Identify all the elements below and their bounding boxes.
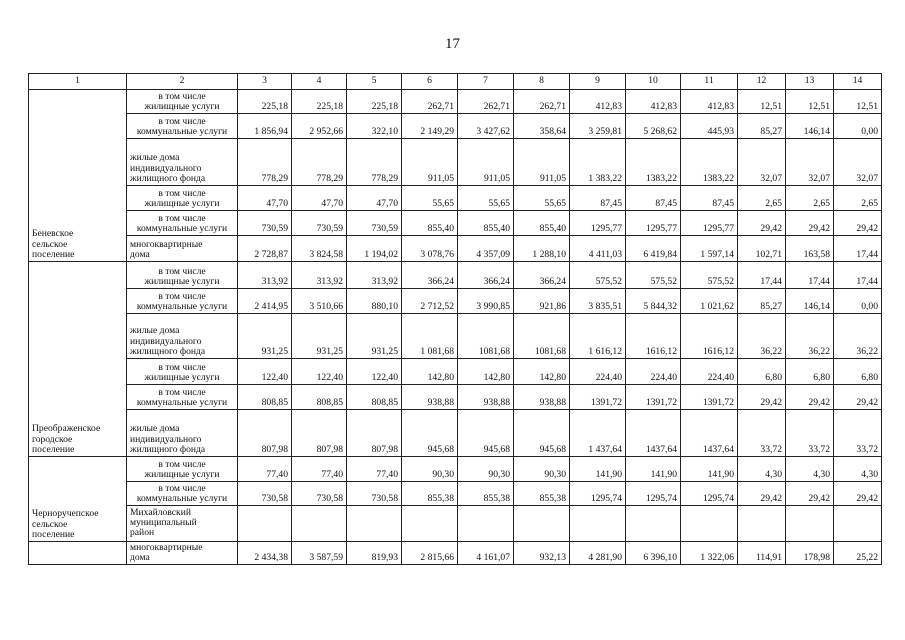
settlement-name-line: Михайловский [130,506,191,518]
value-cell: 4,30 [738,457,786,482]
value-cell: 12,51 [786,90,834,114]
value-cell: 366,24 [458,262,514,289]
value-cell: 807,98 [347,410,402,457]
value-cell: 29,42 [786,385,834,410]
value-cell: 855,38 [402,482,458,506]
value-cell: 412,83 [570,90,626,114]
value-cell: 730,59 [292,211,347,236]
value-cell: 90,30 [514,457,570,482]
value-cell: 855,40 [402,211,458,236]
value-cell: 47,70 [238,186,292,211]
category-cell [127,114,238,139]
value-cell: 2 815,66 [402,542,458,565]
category-line: дома [130,551,150,563]
value-cell: 575,52 [626,262,681,289]
value-cell: 87,45 [570,186,626,211]
category-line: в том числе [158,361,206,373]
value-cell: 87,45 [626,186,681,211]
page-number: 17 [445,36,460,52]
value-cell: 6 419,84 [626,236,681,262]
value-cell: 938,88 [458,385,514,410]
value-cell: 1081,68 [458,314,514,359]
category-line: жилищного фонда [130,172,206,184]
value-cell: 3 824,58 [292,236,347,262]
category-line: дома [130,248,150,260]
value-cell: 47,70 [347,186,402,211]
value-cell: 77,40 [292,457,347,482]
category-cell [127,262,238,289]
value-cell: 29,42 [786,482,834,506]
value-cell: 29,42 [834,385,882,410]
value-cell: 4 411,03 [570,236,626,262]
value-cell: 1 194,02 [347,236,402,262]
value-cell: 931,25 [238,314,292,359]
value-cell: 114,91 [738,542,786,565]
table-row [29,114,882,139]
value-cell: 855,40 [514,211,570,236]
value-cell [292,506,347,542]
value-cell: 1391,72 [681,385,738,410]
category-line: жилые дома [130,423,180,435]
category-line: жилищные услуги [144,275,220,287]
value-cell: 87,45 [681,186,738,211]
column-header-8: 8 [514,74,570,90]
category-line: коммунальные услуги [136,396,228,408]
value-cell [681,506,738,542]
table-row [29,139,882,186]
value-cell: 141,90 [681,457,738,482]
category-cell [127,359,238,385]
value-cell: 921,86 [514,289,570,314]
settlement-name-line: сельское [32,238,68,250]
value-cell: 2 712,52 [402,289,458,314]
category-line: в том числе [158,386,206,398]
value-cell: 33,72 [738,410,786,457]
value-cell: 55,65 [402,186,458,211]
value-cell: 25,22 [834,542,882,565]
value-cell: 1391,72 [626,385,681,410]
settlement-name [29,90,127,262]
table-row [29,482,882,506]
column-header-2: 2 [127,74,238,90]
value-cell: 122,40 [238,359,292,385]
value-cell: 224,40 [570,359,626,385]
category-line: жилищные услуги [144,197,220,209]
header-row [29,74,882,90]
column-header-13: 13 [786,74,834,90]
value-cell: 1 383,22 [570,139,626,186]
value-cell: 358,64 [514,114,570,139]
value-cell: 5 844,32 [626,289,681,314]
table-row [29,359,882,385]
value-cell: 1616,12 [681,314,738,359]
category-line: жилищного фонда [130,443,206,455]
settlement-name-line: Преображенское [32,423,101,435]
value-cell: 778,29 [347,139,402,186]
value-cell: 122,40 [347,359,402,385]
category-line: жилищные услуги [144,100,220,112]
value-cell: 1295,74 [626,482,681,506]
settlement-name-line: поселение [32,528,75,540]
value-cell: 33,72 [786,410,834,457]
value-cell: 3 259,81 [570,114,626,139]
category-line: в том числе [158,212,206,224]
value-cell: 575,52 [570,262,626,289]
value-cell: 1295,74 [681,482,738,506]
value-cell: 880,10 [347,289,402,314]
table-row [29,410,882,457]
value-cell: 3 587,59 [292,542,347,565]
value-cell: 12,51 [834,90,882,114]
value-cell: 808,85 [238,385,292,410]
value-cell: 17,44 [834,236,882,262]
column-header-3: 3 [238,74,292,90]
value-cell: 77,40 [347,457,402,482]
value-cell: 122,40 [292,359,347,385]
value-cell: 29,42 [738,482,786,506]
value-cell: 146,14 [786,289,834,314]
category-cell [127,410,238,457]
value-cell: 911,05 [458,139,514,186]
value-cell: 366,24 [514,262,570,289]
value-cell: 730,59 [238,211,292,236]
value-cell: 4,30 [834,457,882,482]
category-cell [127,289,238,314]
value-cell: 2,65 [834,186,882,211]
table-row [29,211,882,236]
category-line: многоквартирные [130,541,203,553]
value-cell: 1 856,94 [238,114,292,139]
value-cell: 17,44 [738,262,786,289]
value-cell: 2 149,29 [402,114,458,139]
category-cell [127,90,238,114]
value-cell: 1437,64 [626,410,681,457]
settlement-name-line: городское [32,433,73,445]
value-cell: 778,29 [292,139,347,186]
value-cell: 142,80 [458,359,514,385]
value-cell: 4,30 [786,457,834,482]
value-cell: 85,27 [738,289,786,314]
value-cell: 262,71 [458,90,514,114]
category-line: в том числе [158,458,206,470]
value-cell: 47,70 [292,186,347,211]
value-cell: 1391,72 [570,385,626,410]
category-line: индивидуального [130,335,202,347]
value-cell: 17,44 [834,262,882,289]
value-cell: 412,83 [681,90,738,114]
value-cell: 945,68 [458,410,514,457]
settlement-name [29,262,127,457]
value-cell: 85,27 [738,114,786,139]
value-cell: 5 268,62 [626,114,681,139]
category-line: индивидуального [130,433,202,445]
value-cell: 90,30 [458,457,514,482]
value-cell: 2,65 [786,186,834,211]
settlement-name [29,457,127,542]
table-row [29,542,882,565]
value-cell: 36,22 [738,314,786,359]
value-cell: 142,80 [402,359,458,385]
value-cell [402,506,458,542]
column-header-1: 1 [29,74,127,90]
value-cell: 0,00 [834,289,882,314]
value-cell: 1383,22 [681,139,738,186]
value-cell: 1437,64 [681,410,738,457]
value-cell: 102,71 [738,236,786,262]
category-cell [127,186,238,211]
category-cell [127,482,238,506]
category-line: в том числе [158,90,206,102]
column-header-9: 9 [570,74,626,90]
value-cell: 938,88 [402,385,458,410]
value-cell: 178,98 [786,542,834,565]
value-cell [786,506,834,542]
settlement-name-line: Беневское [32,228,74,240]
category-line: жилищного фонда [130,345,206,357]
column-header-11: 11 [681,74,738,90]
value-cell: 1 597,14 [681,236,738,262]
category-line: многоквартирные [130,238,203,250]
value-cell: 33,72 [834,410,882,457]
table-row [29,289,882,314]
value-cell: 807,98 [292,410,347,457]
value-cell: 141,90 [626,457,681,482]
table-row [29,262,882,289]
value-cell: 2 414,95 [238,289,292,314]
category-line: жилищные услуги [144,371,220,383]
category-cell [127,314,238,359]
category-line: коммунальные услуги [136,300,228,312]
value-cell: 3 510,66 [292,289,347,314]
category-cell [127,211,238,236]
category-cell [127,457,238,482]
value-cell: 855,38 [514,482,570,506]
value-cell: 4 281,90 [570,542,626,565]
table-row [29,385,882,410]
value-cell: 945,68 [402,410,458,457]
value-cell [738,506,786,542]
category-cell [127,139,238,186]
value-cell: 6 396,10 [626,542,681,565]
value-cell: 29,42 [834,211,882,236]
value-cell: 146,14 [786,114,834,139]
value-cell: 1 081,68 [402,314,458,359]
settlement-name-line: муниципальный [130,516,197,528]
value-cell [626,506,681,542]
value-cell: 1295,77 [626,211,681,236]
value-cell: 1616,12 [626,314,681,359]
value-cell: 3 427,62 [458,114,514,139]
value-cell: 225,18 [292,90,347,114]
value-cell: 778,29 [238,139,292,186]
value-cell: 2,65 [738,186,786,211]
value-cell: 55,65 [514,186,570,211]
value-cell: 12,51 [738,90,786,114]
value-cell [834,506,882,542]
value-cell: 1 616,12 [570,314,626,359]
table-row [29,314,882,359]
settlement-name-line: район [130,527,155,539]
value-cell: 29,42 [834,482,882,506]
category-cell [127,236,238,262]
value-cell: 313,92 [347,262,402,289]
settlement-name-line: поселение [32,248,75,260]
value-cell: 32,07 [834,139,882,186]
value-cell: 0,00 [834,114,882,139]
value-cell: 730,59 [347,211,402,236]
value-cell: 1 021,62 [681,289,738,314]
column-header-14: 14 [834,74,882,90]
value-cell: 262,71 [402,90,458,114]
column-header-12: 12 [738,74,786,90]
value-cell: 142,80 [514,359,570,385]
value-cell: 90,30 [402,457,458,482]
value-cell: 1383,22 [626,139,681,186]
value-cell [458,506,514,542]
table-row [29,236,882,262]
category-line: коммунальные услуги [136,492,228,504]
settlement-name-line: Черноручепское [32,508,99,520]
value-cell [347,506,402,542]
value-cell: 932,13 [514,542,570,565]
value-cell: 6,80 [786,359,834,385]
table-row [29,506,882,542]
value-cell: 938,88 [514,385,570,410]
value-cell: 1081,68 [514,314,570,359]
value-cell: 17,44 [786,262,834,289]
value-cell: 313,92 [238,262,292,289]
value-cell: 262,71 [514,90,570,114]
value-cell: 945,68 [514,410,570,457]
category-line: в том числе [158,115,206,127]
value-cell: 808,85 [347,385,402,410]
column-header-10: 10 [626,74,681,90]
value-cell: 855,38 [458,482,514,506]
category-line: жилые дома [130,152,180,164]
value-cell: 730,58 [292,482,347,506]
value-cell: 29,42 [738,211,786,236]
category-line: коммунальные услуги [136,125,228,137]
value-cell: 445,93 [681,114,738,139]
value-cell [570,506,626,542]
value-cell [514,506,570,542]
value-cell: 32,07 [738,139,786,186]
category-line: индивидуального [130,162,202,174]
value-cell: 1295,77 [570,211,626,236]
value-cell: 3 835,51 [570,289,626,314]
value-cell: 225,18 [347,90,402,114]
tariff-table [28,73,882,565]
value-cell: 911,05 [402,139,458,186]
value-cell: 77,40 [238,457,292,482]
value-cell: 224,40 [681,359,738,385]
column-header-5: 5 [347,74,402,90]
column-header-7: 7 [458,74,514,90]
value-cell: 819,93 [347,542,402,565]
value-cell: 6,80 [738,359,786,385]
value-cell: 141,90 [570,457,626,482]
value-cell: 808,85 [292,385,347,410]
column-header-4: 4 [292,74,347,90]
value-cell: 3 078,76 [402,236,458,262]
value-cell: 36,22 [834,314,882,359]
value-cell: 2 434,38 [238,542,292,565]
value-cell: 3 990,85 [458,289,514,314]
value-cell: 1295,74 [570,482,626,506]
value-cell: 6,80 [834,359,882,385]
value-cell: 807,98 [238,410,292,457]
value-cell: 911,05 [514,139,570,186]
value-cell: 931,25 [292,314,347,359]
value-cell: 55,65 [458,186,514,211]
table-row [29,90,882,114]
value-cell: 412,83 [626,90,681,114]
value-cell: 32,07 [786,139,834,186]
value-cell: 1 288,10 [514,236,570,262]
category-cell [127,385,238,410]
value-cell: 931,25 [347,314,402,359]
category-line: в том числе [158,290,206,302]
value-cell: 36,22 [786,314,834,359]
category-line: коммунальные услуги [136,222,228,234]
category-line: в том числе [158,187,206,199]
value-cell: 224,40 [626,359,681,385]
table-row [29,457,882,482]
settlement-name [29,542,127,565]
settlement-name-line: сельское [32,518,68,530]
settlement-name-line: поселение [32,443,75,455]
category-line: жилые дома [130,325,180,337]
value-cell: 29,42 [786,211,834,236]
value-cell: 225,18 [238,90,292,114]
category-cell [238,506,292,542]
value-cell: 163,58 [786,236,834,262]
value-cell: 29,42 [738,385,786,410]
value-cell: 4 161,07 [458,542,514,565]
value-cell: 2 728,87 [238,236,292,262]
value-cell: 322,10 [347,114,402,139]
value-cell: 366,24 [402,262,458,289]
category-line: жилищные услуги [144,468,220,480]
category-line: в том числе [158,482,206,494]
value-cell: 730,58 [347,482,402,506]
value-cell: 2 952,66 [292,114,347,139]
value-cell: 1 322,06 [681,542,738,565]
value-cell: 313,92 [292,262,347,289]
value-cell: 4 357,09 [458,236,514,262]
value-cell: 730,58 [238,482,292,506]
category-cell [127,542,238,565]
value-cell: 575,52 [681,262,738,289]
value-cell: 1295,77 [681,211,738,236]
settlement-name [127,506,238,542]
column-header-6: 6 [402,74,458,90]
table-row [29,186,882,211]
value-cell: 855,40 [458,211,514,236]
category-line: в том числе [158,265,206,277]
value-cell: 1 437,64 [570,410,626,457]
